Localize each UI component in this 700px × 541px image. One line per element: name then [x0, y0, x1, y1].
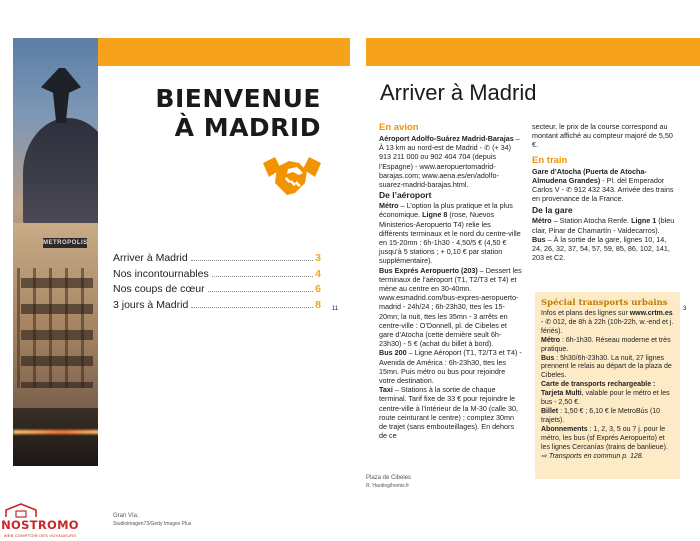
box-abonnements: [541, 426, 674, 453]
crtm-link[interactable]: www.crtm.es: [629, 310, 673, 317]
box-billet: [541, 408, 674, 426]
toc-dots: [212, 276, 313, 277]
page-number-right: 3: [683, 306, 687, 312]
madrid-metropolis-photo: [13, 38, 98, 466]
bus200-label: Bus 200: [379, 348, 407, 358]
toc-page: 6: [315, 283, 321, 295]
toc-item[interactable]: [113, 251, 321, 267]
header-bar-right: [366, 38, 700, 66]
nostromo-logo: [0, 503, 80, 541]
toc-item[interactable]: [113, 282, 321, 298]
toc-item[interactable]: [113, 267, 321, 283]
subheading-gare: De la gare: [532, 205, 573, 216]
gare-metro-paragraph: [532, 216, 677, 234]
header-bar-left: [98, 38, 350, 66]
gare-bus-text: – À la sortie de la gare, lignes 10, 14, 24, 26, 32, 37, 54, 57, 59, 85, 86, 102, 141, 203 et C2.: [532, 234, 670, 263]
ligne1-label: Ligne 1: [631, 216, 657, 226]
box-title: Spécial transports urbains: [541, 298, 668, 308]
metro-ligne: Ligne 8: [422, 210, 448, 220]
photo-dome: [23, 118, 98, 228]
toc-item[interactable]: [113, 298, 321, 314]
box-abo-label: Abonnements: [541, 425, 588, 433]
airport-name: Aéroport Adolfo-Suárez Madrid-Barajas: [379, 134, 514, 143]
toc-page: 4: [315, 267, 321, 280]
toc-page: 3: [315, 252, 321, 264]
caption-text: Gran Vía.: [113, 513, 139, 519]
box-bus: [541, 355, 674, 382]
page-title-left: [113, 84, 321, 142]
airport-text: – À 13 km au nord-est de Madrid - ✆ (+ 34) 913 211 000 ou 902 404 704 (depuis l’Espagne) - www.aeropuertomadrid-barajas.com; www.aena.es/en/adolfo-suarez-madrid-barajas.html.: [379, 134, 520, 190]
photo-credit: R. Harding/hemis.fr: [366, 483, 410, 489]
station-name: Gare d’Atocha (Puerta de Atocha-Almudena Grandes): [532, 166, 647, 185]
photo-caption-left: [113, 512, 191, 528]
column-1: [379, 122, 522, 441]
logo-name: NOSTROMO: [1, 518, 79, 532]
toc-dots: [191, 260, 313, 261]
title-line-2: À MADRID: [174, 113, 321, 142]
ligne1-text: (bleu clair, Pinar de Chamartín - Valdecarros).: [532, 216, 675, 235]
bus-express-paragraph: [379, 266, 522, 349]
station-paragraph: [532, 167, 677, 204]
box-crossref-text: Transports en commun p. 128.: [548, 452, 644, 460]
box-metro-label: Métro: [541, 336, 561, 344]
gare-bus-label: Bus: [532, 234, 546, 244]
title-line-1: BIENVENUE: [155, 84, 321, 113]
handshake-icon: [261, 153, 323, 201]
bus200-text: – Ligne Aéroport (T1, T2/T3 et T4) - Avenida de América : 6h-23h30, ttes les 15mn. Puis métro ou bus pour rejoindre votre destination.: [379, 348, 522, 386]
section-heading-train: En train: [532, 154, 568, 166]
toc-label: Nos coups de cœur: [113, 283, 205, 295]
station-text: - Pl. del Emperador Carlos V - ✆ 912 432 343. Arrivée des trains en provenance de la France.: [532, 175, 674, 204]
toc-label: 3 jours à Madrid: [113, 298, 189, 311]
photo-windows: [21, 278, 93, 388]
bus-express-label: Bus Exprés Aeropuerto (203): [379, 265, 478, 275]
page-title-right: Arriver à Madrid: [380, 80, 537, 105]
taxi-continuation: secteur, le prix de la course correspond au montant affiché au compteur majoré de 5,50 €.: [532, 122, 673, 150]
box-intro: [541, 310, 674, 337]
box-card-text: , valable pour le métro et les bus - 2,50 €.: [541, 390, 670, 407]
photo-statue: [41, 68, 81, 123]
metro-label: Métro: [379, 201, 399, 211]
metro-text-2: (rose, Nuevos Ministerios-Aeropuerto T4) relie les différents terminaux et le nord du centre-ville en 15-20mn : 6h-1h30 - 4,50/5 € (4,50 € jusqu’à 5 stations ; + 0,10 € par station supplémentaire).: [379, 210, 521, 266]
metro-paragraph: [379, 201, 522, 265]
metro-text-1: – L’option la plus pratique et la plus économique.: [379, 201, 513, 220]
photo-credit: Studioimagen73/Getty Images Plus: [113, 521, 192, 527]
photo-caption-right: [366, 474, 411, 490]
toc-label: Arriver à Madrid: [113, 252, 188, 264]
box-bus-text: : 5h30/6h-23h30. La nuit, 27 lignes prennent le relais au départ de la plaza de Cibeles.: [541, 354, 672, 380]
box-billet-label: Billet: [541, 407, 559, 415]
box-metro-text: : 6h-1h30. Réseau moderne et très pratique.: [541, 336, 671, 353]
page-number-left: 11: [332, 306, 339, 312]
gare-bus-paragraph: [532, 235, 677, 263]
box-intro-text: Infos et plans des lignes sur: [541, 310, 630, 317]
photo-street: [13, 408, 98, 466]
taxi-label: Taxi: [379, 385, 393, 395]
right-page: [350, 38, 700, 492]
bus-express-text: – Dessert les terminaux de l’aéroport (T1, T2/T3 et T4) et mène au centre en 30-40mn. www.esmadrid.com/bus-expres-aeropuerto-madrid - 24h/24 ; 6h-23h30, ttes les 15-20mn; la nuit, ttes les 35mn - 3 arrêts en centre-ville : O’Donnell, pl. de Cibeles et gare d’Atocha (cette dernière seult 6h-23h30) - 5 € (achat du billet à bord).: [379, 265, 522, 349]
toc-label: Nos incontournables: [113, 267, 209, 280]
house-icon: [4, 503, 38, 518]
box-billet-text: : 1,50 € ; 6,10 € le MetroBús (10 trajets).: [541, 407, 661, 424]
arrow-icon: ⇨: [541, 452, 549, 460]
table-of-contents: [113, 251, 321, 313]
caption-text: Plaza de Cibeles: [366, 475, 412, 481]
box-bus-label: Bus: [541, 354, 555, 362]
box-metro: [541, 337, 674, 355]
box-crossref[interactable]: [541, 453, 674, 462]
taxi-text: – Stations à la sortie de chaque terminal. Tarif fixe de 33 € pour rejoindre le centre-ville à l’intérieur de la M-30 (calle 30, route ceinturant le centre) ; comptez 30mn de trajet (sans embouteillages). En dehors de ce: [379, 385, 519, 441]
box-intro-text-2: - ✆ 012, de 8h à 22h (10h-22h, w.-end et j. fériés).: [541, 318, 674, 335]
logo-tagline: WEB COMPTOIR DES VOYAGEURS: [3, 533, 77, 538]
gare-metro-text: – Station Atocha Renfe.: [551, 216, 632, 226]
photo-sign: METROPOLIS: [43, 240, 88, 246]
taxi-paragraph: [379, 385, 522, 440]
box-card-label: Carte de transports rechargeable : Tarjeta Multi: [541, 381, 656, 398]
box-card: [541, 381, 674, 408]
transports-sidebar-box: [535, 292, 680, 479]
bus200-paragraph: [379, 348, 522, 385]
section-heading-avion: En avion: [379, 122, 419, 133]
box-abo-text: : 1, 2, 3, 5 ou 7 j. pour le métro, les bus (sf Exprés Aeropuerto) et les lignes Cercanías (trains de banlieue).: [541, 425, 668, 451]
toc-dots: [208, 291, 314, 292]
subheading-aeroport: De l’aéroport: [379, 190, 432, 201]
toc-page: 8: [315, 298, 321, 311]
airport-paragraph: [379, 134, 522, 189]
gare-metro-label: Métro: [532, 216, 552, 226]
toc-dots: [191, 307, 313, 308]
column-2: [532, 122, 677, 262]
